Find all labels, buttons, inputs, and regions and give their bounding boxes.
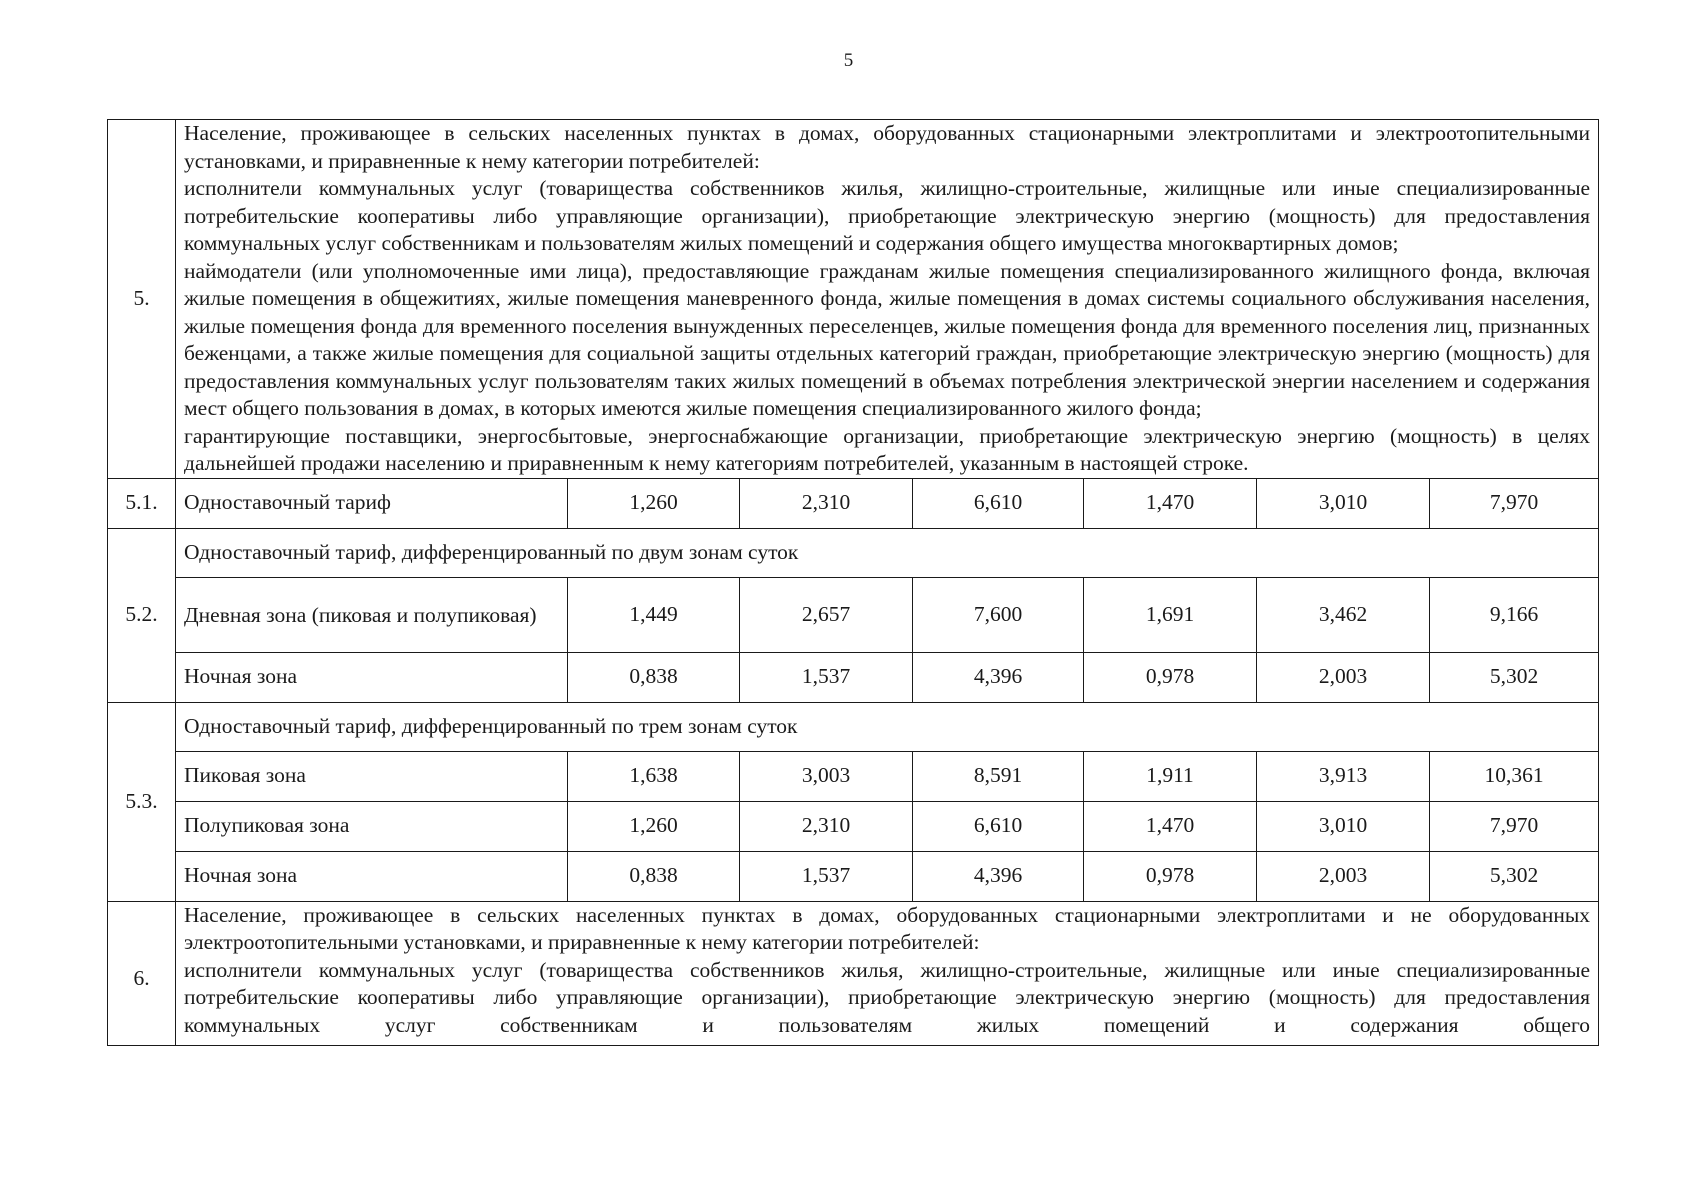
tariff-value: 8,591 — [913, 751, 1084, 801]
tariff-group-title: Одноставочный тариф, дифференцированный по двум зонам суток — [176, 528, 1599, 577]
tariff-value: 5,302 — [1430, 652, 1599, 702]
table-row — [108, 702, 1599, 751]
tariff-label: Одноставочный тариф — [176, 478, 568, 528]
tariff-value: 3,010 — [1257, 801, 1430, 851]
tariff-value: 1,691 — [1084, 577, 1257, 652]
tariff-value: 2,657 — [740, 577, 913, 652]
description-paragraph: Население, проживающее в сельских населенных пунктах в домах, оборудованных стационарными электроплитами и электроотопительными установками, и приравненные к нему категории потребителей: — [184, 121, 1591, 173]
tariff-value: 3,462 — [1257, 577, 1430, 652]
section-5-row — [108, 120, 1599, 479]
row-code: 5.1. — [108, 478, 176, 528]
tariff-table — [107, 119, 1599, 1046]
page-number: 5 — [843, 50, 854, 71]
tariff-value: 0,978 — [1084, 851, 1257, 901]
description-paragraph: исполнители коммунальных услуг (товарищества собственников жилья, жилищно-строительные, жилищные или иные специализированные потребительские кооперативы либо управляющие организации), приобретающие электрическую энергию (мощность) для предоставления коммунальных услуг собственникам и пользователям жилых помещений и содержания общего имущества многоквартирных домов; — [184, 176, 1591, 255]
table-row — [108, 478, 1599, 528]
tariff-value: 0,838 — [568, 851, 740, 901]
section-5-description — [176, 120, 1599, 479]
tariff-value: 1,260 — [568, 478, 740, 528]
tariff-value: 1,470 — [1084, 478, 1257, 528]
tariff-value: 5,302 — [1430, 851, 1599, 901]
section-6-row — [108, 901, 1599, 1046]
tariff-label: Ночная зона — [176, 851, 568, 901]
table-row — [108, 851, 1599, 901]
tariff-value: 4,396 — [913, 851, 1084, 901]
description-paragraph: исполнители коммунальных услуг (товарищества собственников жилья, жилищно-строительные, жилищные или иные специализированные потребительские кооперативы либо управляющие организации), приобретающие электрическую энергию (мощность) для предоставления коммунальных услуг собственникам и пользователям жилых помещений и содержания общего — [184, 957, 1591, 1037]
tariff-value: 1,260 — [568, 801, 740, 851]
section-6-description — [176, 901, 1599, 1046]
tariff-value: 2,003 — [1257, 851, 1430, 901]
tariff-label: Ночная зона — [176, 652, 568, 702]
tariff-value: 7,970 — [1430, 478, 1599, 528]
tariff-value: 7,970 — [1430, 801, 1599, 851]
row-code: 5.3. — [108, 702, 176, 901]
row-code: 5.2. — [108, 528, 176, 702]
tariff-value: 1,537 — [740, 652, 913, 702]
tariff-value: 9,166 — [1430, 577, 1599, 652]
table-row — [108, 801, 1599, 851]
tariff-value: 1,449 — [568, 577, 740, 652]
table-row — [108, 528, 1599, 577]
row-code: 5. — [108, 120, 176, 479]
tariff-label: Пиковая зона — [176, 751, 568, 801]
tariff-value: 0,838 — [568, 652, 740, 702]
tariff-value: 6,610 — [913, 478, 1084, 528]
tariff-value: 7,600 — [913, 577, 1084, 652]
table-row — [108, 751, 1599, 801]
description-paragraph: гарантирующие поставщики, энергосбытовые, энергоснабжающие организации, приобретающие электрическую энергию (мощность) в целях дальнейшей продажи населению и приравненным к нему категориям потребителей, указанным в настоящей строке. — [184, 423, 1591, 475]
zone-label: Дневная зона (пиковая и полупиковая) — [184, 602, 537, 627]
tariff-value: 3,010 — [1257, 478, 1430, 528]
tariff-value: 2,003 — [1257, 652, 1430, 702]
tariff-value: 2,310 — [740, 478, 913, 528]
row-code: 6. — [108, 901, 176, 1046]
tariff-value: 2,310 — [740, 801, 913, 851]
description-paragraph: Население, проживающее в сельских населенных пунктах в домах, оборудованных стационарными электроплитами и не оборудованных электроотопительными установками, и приравненные к нему категории потребителей: — [184, 902, 1591, 954]
tariff-value: 1,638 — [568, 751, 740, 801]
tariff-value: 4,396 — [913, 652, 1084, 702]
tariff-value: 1,911 — [1084, 751, 1257, 801]
tariff-value: 1,537 — [740, 851, 913, 901]
table-row — [108, 652, 1599, 702]
tariff-value: 0,978 — [1084, 652, 1257, 702]
tariff-value: 6,610 — [913, 801, 1084, 851]
table-row — [108, 577, 1599, 652]
tariff-value: 10,361 — [1430, 751, 1599, 801]
tariff-value: 3,003 — [740, 751, 913, 801]
tariff-group-title: Одноставочный тариф, дифференцированный по трем зонам суток — [176, 702, 1599, 751]
tariff-value: 3,913 — [1257, 751, 1430, 801]
tariff-value: 1,470 — [1084, 801, 1257, 851]
tariff-label — [176, 577, 568, 652]
tariff-label: Полупиковая зона — [176, 801, 568, 851]
description-paragraph: наймодатели (или уполномоченные ими лица), предоставляющие гражданам жилые помещения специализированного жилищного фонда, включая жилые помещения в общежитиях, жилые помещения маневренного фонда, жилые помещения в домах системы социального обслуживания населения, жилые помещения фонда для временного поселения вынужденных переселенцев, жилые помещения фонда для временного поселения лиц, признанных беженцами, а также жилые помещения для социальной защиты отдельных категорий граждан, приобретающие электрическую энергию (мощность) для предоставления коммунальных услуг пользователям таких жилых помещений в объемах потребления электрической энергии населением и содержания мест общего пользования в домах, в которых имеются жилые помещения специализированного жилого фонда; — [184, 258, 1591, 420]
